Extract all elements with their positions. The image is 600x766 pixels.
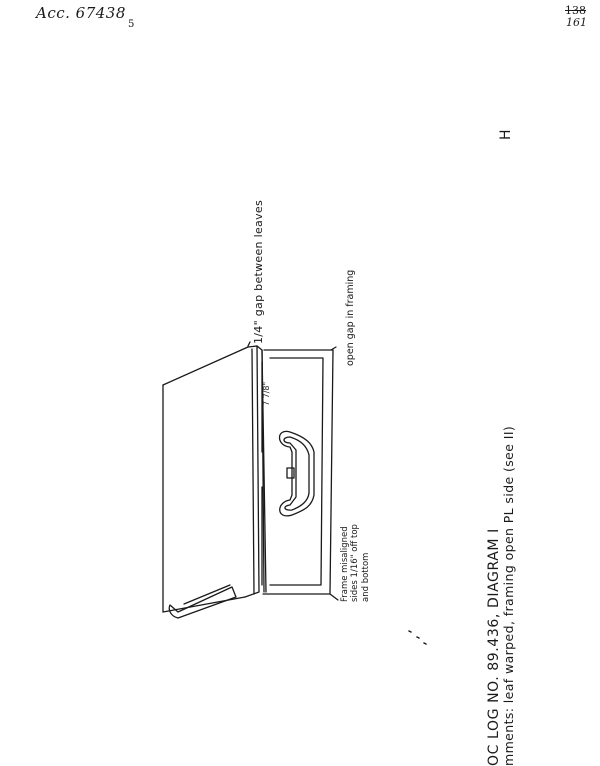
page-number: 161 [566,16,587,29]
frame-leader [330,594,338,600]
section-marker: H [498,129,514,140]
frame-note-line-1: Frame misaligned [340,526,350,602]
leaf-edge-mid1 [252,349,254,594]
leaves-gap-note: 1/4" gap between leaves [252,200,265,344]
comments-caption: mments: leaf warped, framing open PL side (see II) [501,425,516,766]
accession-number: Acc. 67438 [36,4,126,22]
handle-inner [284,437,309,510]
framing-gap-mark [331,347,336,350]
diagram-caption: OC LOG NO. 89.436, DIAGRAM I [486,528,502,766]
frame-note-line-3: and bottom [361,552,371,602]
keyhole [287,468,294,478]
stray-mark-1 [409,631,426,644]
frame-note-line-2: sides 1/16" off top [350,524,360,602]
dimension-label: 7 7/8" [262,381,271,406]
gap-leader [248,342,250,346]
accession-suffix: 5 [128,19,135,30]
box-back-edge [163,347,248,385]
foot-detail [169,587,236,618]
struck-page-number: 138 [565,4,586,17]
framing-gap-note: open gap in framing [345,269,356,366]
